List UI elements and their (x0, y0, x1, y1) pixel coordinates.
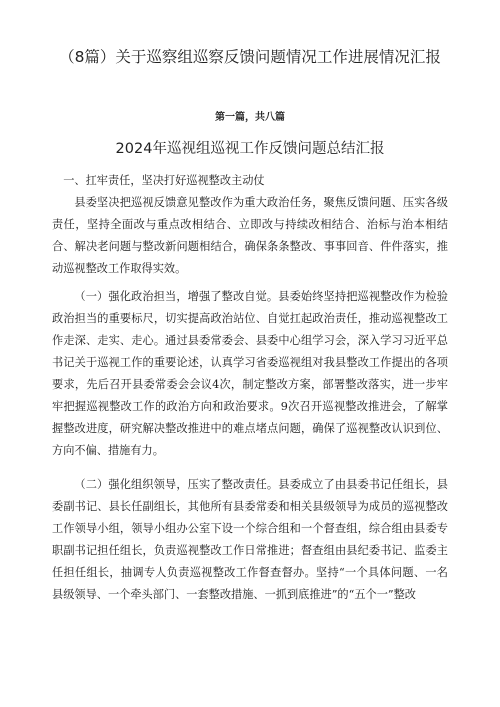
document-title: （8篇）关于巡察组巡察反馈问题情况工作进展情况汇报 (59, 48, 441, 66)
paragraph: 县委坚决把巡视反馈意见整改作为重大政治任务，聚焦反馈问题、压实各级责任，坚持全面改与重点改相结合、立即改与持续改相结合、治标与治本相结合、解决老问题与整改新问题相结合，确保条条整改、事事回音、件件落实，推动巡视整改工作取得实效。 (52, 196, 448, 275)
part-label: 第一篇，共八篇 (215, 112, 285, 123)
paragraph: （一）强化政治担当，增强了整改自觉。县委始终坚持把巡视整改作为检验政治担当的重要标尺，切实提高政治站位、自觉扛起政治责任，推动巡视整改工作走深、走实、走心。通过县委常委会、县委中心组学习会，深入学习习近平总书记关于巡视工作的重要论述，认真学习省委巡视组对我县整改工作提出的各项要求，先后召开县委常委会会议4次，制定整改方案，部署整改落实，进一步牢牢把握巡视整改工作的政治方向和政治要求。9次召开巡视整改推进会，了解掌握整改进度，研究解决整改推进中的难点堵点问题，确保了巡视整改认识到位、方向不偏、措施有力。 (52, 290, 448, 457)
section-title: 2024年巡视组巡视工作反馈问题总结汇报 (115, 141, 385, 157)
body-text (52, 170, 448, 606)
paragraph: （二）强化组织领导，压实了整改责任。县委成立了由县委书记任组长，县委副书记、县长任副组长，其他所有县委常委和相关县级领导为成员的巡视整改工作领导小组，领导小组办公室下设一个综合组和一个督查组，综合组由县委专职副书记担任组长，负责巡视整改工作日常推进；督查组由县纪委书记、监委主任担任组长，抽调专人负责巡视整改工作督查督办。坚持“一个具体问题、一名县级领导、一个牵头部门、一套整改措施、一抓到底推进”的“五个一”整改 (52, 478, 448, 601)
section-heading: 一、扛牢责任，坚决打好巡视整改主动仗 (63, 174, 265, 187)
